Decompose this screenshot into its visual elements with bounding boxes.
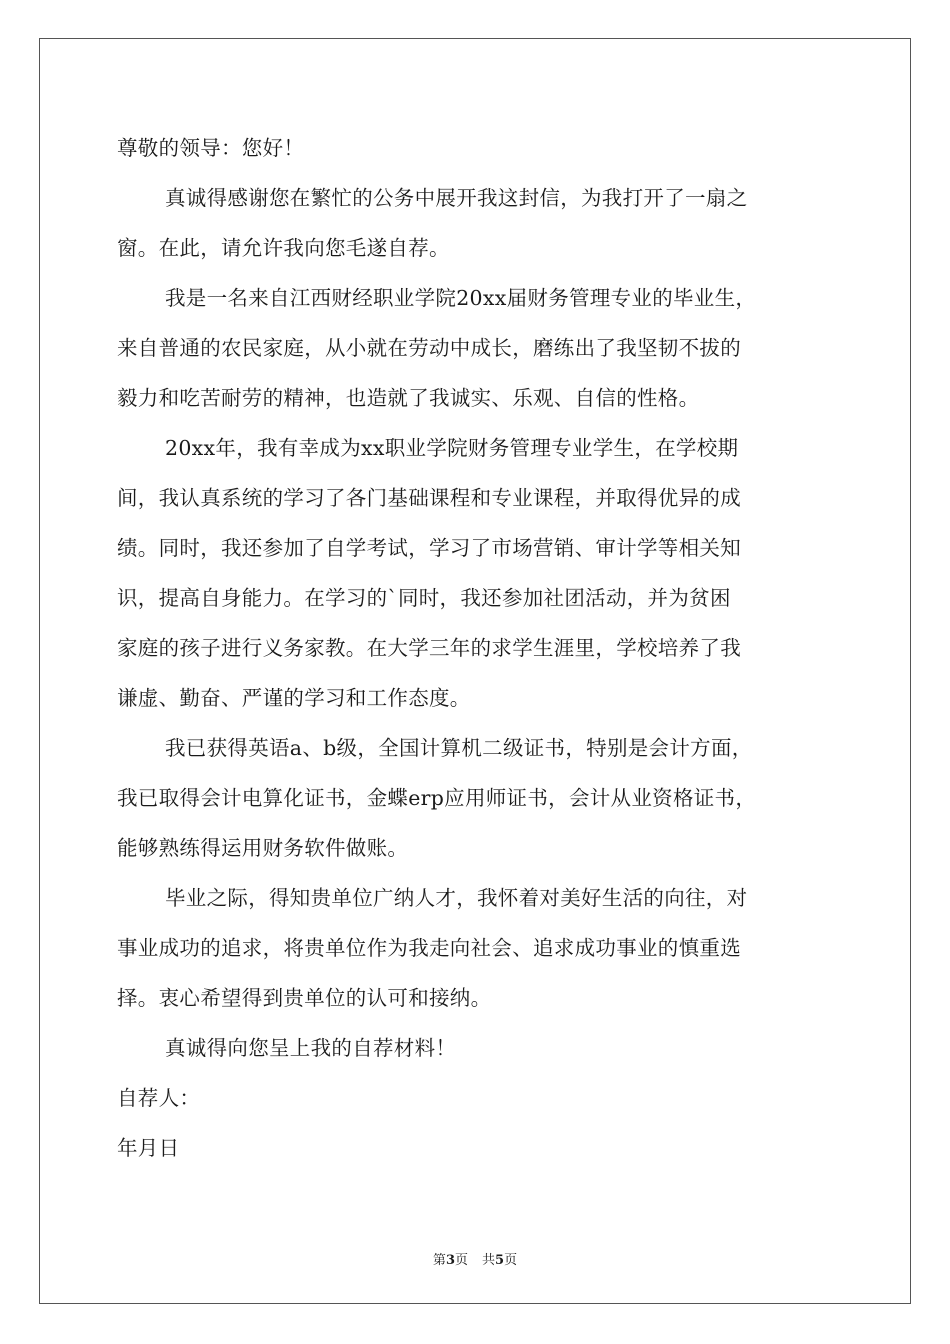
paragraph-line: 窗。在此，请允许我向您毛遂自荐。 [117,236,450,260]
paragraph-line: 我已取得会计电算化证书，金蝶erp应用师证书，会计从业资格证书， [117,786,757,810]
letter-body [117,128,837,1178]
paragraph-line: 来自普通的农民家庭，从小就在劳动中成长，磨练出了我坚韧不拔的 [117,336,741,360]
paragraph-line: 能够熟练得运用财务软件做账。 [117,836,409,860]
paragraph-line: 识，提高自身能力。在学习的`同时，我还参加社团活动，并为贫困 [117,586,731,610]
paragraph-line: 谦虚、勤奋、严谨的学习和工作态度。 [117,686,471,710]
closing-line: 真诚得向您呈上我的自荐材料！ [165,1036,457,1060]
total-prefix: 共 [482,1253,496,1268]
paragraph-line: 家庭的孩子进行义务家教。在大学三年的求学生涯里，学校培养了我 [117,636,741,660]
date-label: 年月日 [117,1136,180,1160]
page-number: 3 [445,1253,455,1268]
paragraph-line: 间，我认真系统的学习了各门基础课程和专业课程，并取得优异的成 [117,486,741,510]
page-footer [0,1249,950,1268]
paragraph-line: 绩。同时，我还参加了自学考试，学习了市场营销、审计学等相关知 [117,536,741,560]
signature-label: 自荐人： [117,1086,201,1110]
paragraph-line: 毅力和吃苦耐劳的精神，也造就了我诚实、乐观、自信的性格。 [117,386,700,410]
page-suffix: 页 [454,1253,468,1268]
total-pages: 5 [495,1253,505,1268]
salutation: 尊敬的领导：您好！ [117,136,305,160]
paragraph-line: 事业成功的追求，将贵单位作为我走向社会、追求成功事业的慎重选 [117,936,741,960]
total-suffix: 页 [504,1253,518,1268]
paragraph-line: 毕业之际，得知贵单位广纳人才，我怀着对美好生活的向往，对 [165,886,748,910]
paragraph-line: 择。衷心希望得到贵单位的认可和接纳。 [117,986,492,1010]
paragraph-line: 我已获得英语a、b级，全国计算机二级证书，特别是会计方面， [165,736,753,760]
page-prefix: 第 [432,1253,446,1268]
paragraph-line: 真诚得感谢您在繁忙的公务中展开我这封信，为我打开了一扇之 [165,186,748,210]
paragraph-line: 20xx年，我有幸成为xx职业学院财务管理专业学生，在学校期 [165,436,739,460]
paragraph-line: 我是一名来自江西财经职业学院20xx届财务管理专业的毕业生， [165,286,757,310]
